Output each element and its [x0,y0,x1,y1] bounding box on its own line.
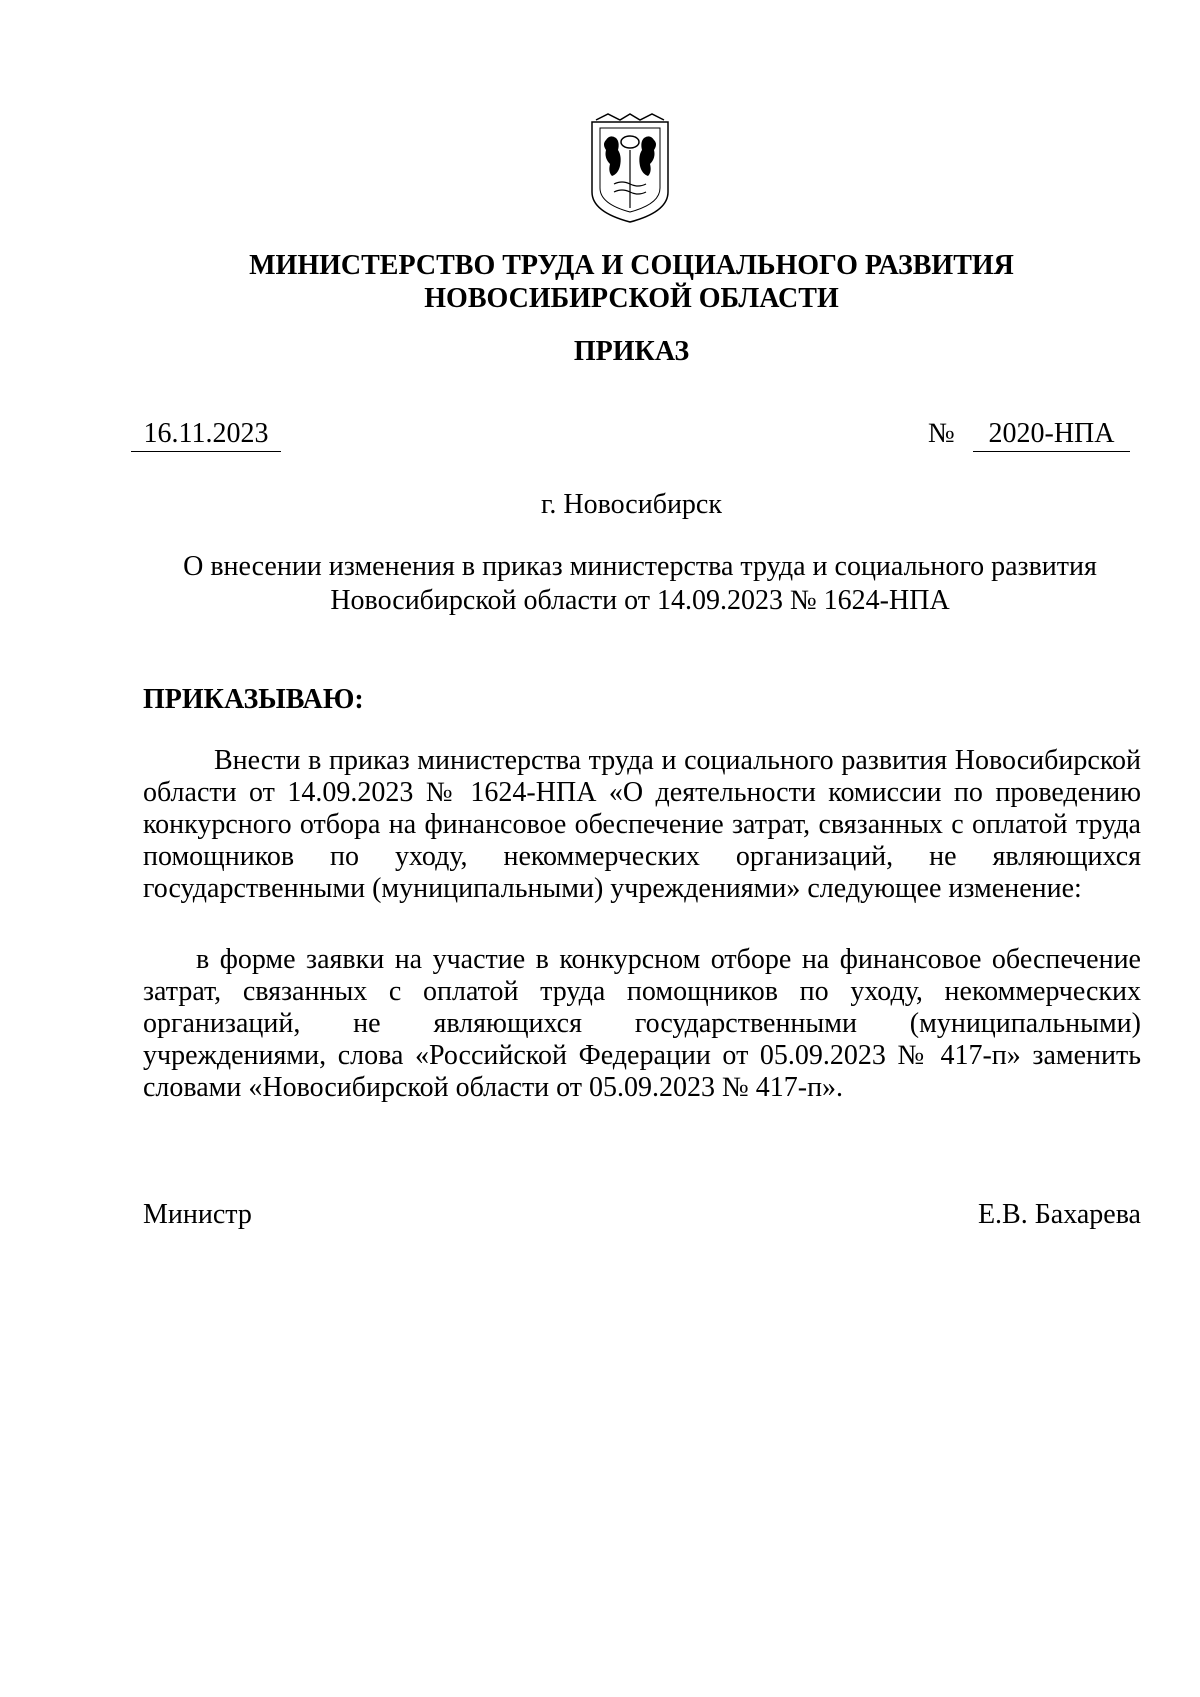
ministry-name-line1: МИНИСТЕРСТВО ТРУДА И СОЦИАЛЬНОГО РАЗВИТИЯ [249,250,1014,281]
coat-of-arms-icon [588,112,672,224]
ministry-name-line2: НОВОСИБИРСКОЙ ОБЛАСТИ [424,283,839,314]
body-paragraph-1: Внести в приказ министерства труда и социального развития Новосибирской области от 14.09.2023 № 1624-НПА «О деятельности комиссии по проведению конкурсного отбора на финансовое обеспечение затрат, связанных с оплатой труда помощников по уходу, некоммерческих организаций, не являющихся государственными (муниципальными) учреждениями» следующее изменение: [143,745,1141,904]
number-sign: № [928,418,955,449]
document-date: 16.11.2023 [131,417,281,452]
document-type: ПРИКАЗ [573,336,690,367]
city-name: г. Новосибирск [541,489,722,520]
signer-name: Е.В. Бахарева [977,1199,1141,1230]
document-subject: О внесении изменения в приказ министерства труда и социального развития Новосибирской области от 14.09.2023 № 1624-НПА [183,551,1097,616]
document-number: 2020-НПА [973,417,1130,452]
signer-title: Министр [143,1199,252,1230]
orders-heading: ПРИКАЗЫВАЮ: [143,684,364,715]
body-paragraph-2: в форме заявки на участие в конкурсном отборе на финансовое обеспечение затрат, связанных с оплатой труда помощников по уходу, некоммерческих организаций, не являющихся государственными (муниципальными) учреждениями, слова «Российской Федерации от 05.09.2023 № 417-п» заменить словами «Новосибирской области от 05.09.2023 № 417-п». [143,944,1141,1103]
